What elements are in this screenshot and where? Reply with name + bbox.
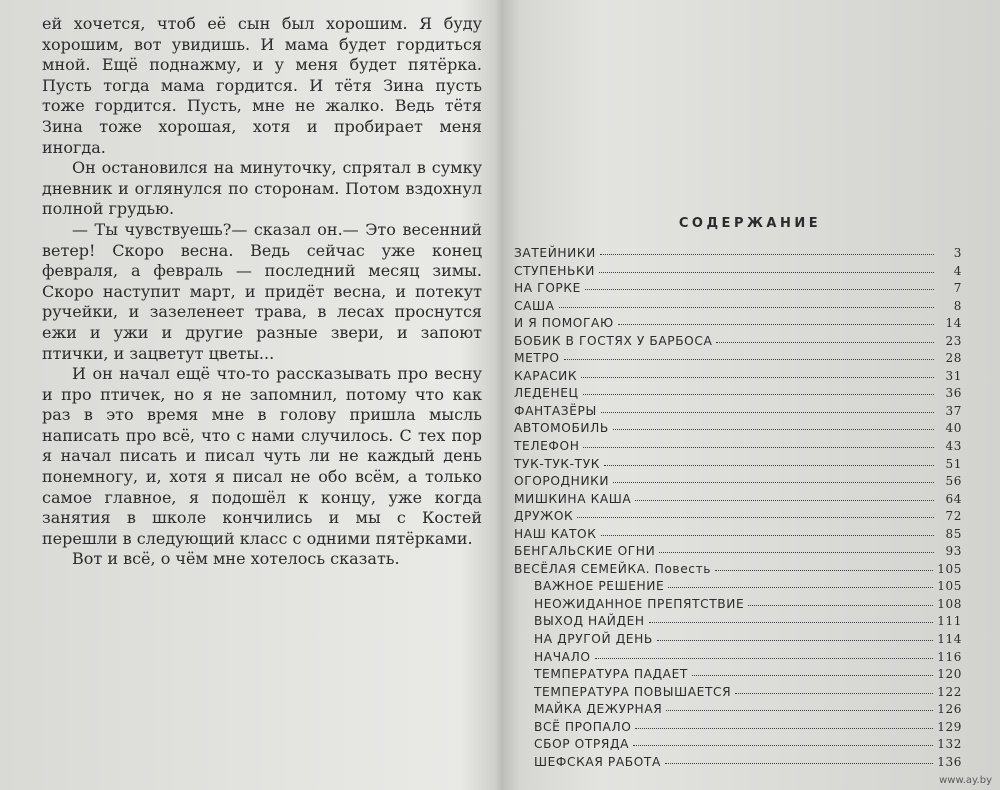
- toc-entry-title: НА ГОРКЕ: [514, 281, 581, 296]
- toc-entry: [514, 386, 962, 404]
- toc-entry-title: НА ДРУГОЙ ДЕНЬ: [534, 632, 653, 647]
- toc-leader-dots: [601, 535, 935, 536]
- toc-entry-page: 40: [945, 421, 962, 436]
- toc-entry-page: 72: [945, 509, 962, 524]
- toc-entry: [514, 685, 962, 703]
- toc-entry: [514, 702, 962, 720]
- watermark: www.ay.by: [939, 775, 992, 786]
- toc-entry-title: НАЧАЛО: [534, 649, 591, 664]
- toc-leader-dots: [618, 324, 934, 325]
- table-of-contents: [514, 246, 962, 772]
- toc-entry-page: 14: [945, 316, 962, 331]
- toc-entry-page: 85: [945, 526, 962, 541]
- toc-entry-title: НЕОЖИДАННОЕ ПРЕПЯТСТВИЕ: [534, 596, 745, 611]
- toc-leader-dots: [659, 552, 934, 553]
- toc-entry-page: 93: [945, 544, 962, 559]
- toc-entry: [514, 667, 962, 685]
- toc-leader-dots: [604, 465, 934, 466]
- toc-leader-dots: [665, 763, 933, 764]
- toc-entry: [514, 492, 962, 510]
- toc-leader-dots: [595, 658, 934, 659]
- toc-entry: [514, 421, 962, 439]
- toc-entry: [514, 720, 962, 738]
- toc-entry-page: 3: [953, 246, 962, 260]
- toc-entry: [514, 509, 962, 527]
- toc-leader-dots: [635, 500, 934, 501]
- toc-entry-page: 8: [953, 298, 962, 313]
- toc-leader-dots: [633, 745, 933, 746]
- toc-leader-dots: [581, 377, 934, 378]
- toc-leader-dots: [649, 622, 934, 623]
- toc-entry-title: НАШ КАТОК: [514, 526, 597, 541]
- toc-entry: [514, 474, 962, 492]
- toc-leader-dots: [583, 394, 934, 395]
- toc-entry-page: 136: [937, 754, 962, 769]
- toc-leader-dots: [613, 429, 934, 430]
- toc-entry-title: МИШКИНА КАША: [514, 491, 632, 506]
- toc-entry-title: ВЫХОД НАЙДЕН: [534, 614, 645, 629]
- toc-leader-dots: [613, 482, 934, 483]
- toc-entry-title: БОБИК В ГОСТЯХ У БАРБОСА: [514, 333, 713, 348]
- toc-entry-page: 36: [945, 386, 962, 401]
- toc-entry-title: ОГОРОДНИКИ: [514, 474, 610, 489]
- toc-leader-dots: [716, 342, 934, 343]
- toc-entry-page: 116: [937, 649, 962, 664]
- toc-leader-dots: [668, 587, 933, 588]
- story-paragraph: Он остановился на минуточку, спрятал в сумку дневник и оглянулся по сторонам. Потом вздохнул полной грудью.: [42, 158, 482, 219]
- toc-leader-dots: [577, 517, 934, 518]
- toc-leader-dots: [564, 359, 934, 360]
- toc-entry: [514, 457, 962, 475]
- toc-leader-dots: [635, 728, 933, 729]
- toc-entry-page: 28: [945, 351, 962, 366]
- toc-leader-dots: [599, 272, 934, 273]
- toc-entry-page: 51: [945, 456, 962, 471]
- toc-entry: [514, 299, 962, 317]
- toc-entry-title: И Я ПОМОГАЮ: [514, 316, 614, 331]
- story-paragraph: ей хочется, чтоб её сын был хорошим. Я буду хорошим, вот увидишь. И мама будет гордиться мной. Ещё поднажму, и у меня будет пятёрка. Пусть тогда мама гордится. И тётя Зина пусть тоже гордится. Пусть, мне не жалко. Ведь тётя Зина тоже хорошая, хотя и пробирает меня иногда.: [42, 14, 482, 157]
- toc-entry-title: САША: [514, 298, 555, 313]
- toc-entry-page: 108: [937, 596, 962, 611]
- toc-entry-title: ТЕЛЕФОН: [514, 439, 580, 454]
- toc-entry: [514, 439, 962, 457]
- toc-entry: [514, 351, 962, 369]
- toc-entry-page: 37: [945, 403, 962, 418]
- left-page: [0, 0, 495, 790]
- toc-entry-page: 56: [945, 474, 962, 489]
- toc-entry-title: БЕНГАЛЬСКИЕ ОГНИ: [514, 544, 656, 559]
- toc-entry: [514, 369, 962, 387]
- toc-entry-page: 105: [937, 579, 962, 594]
- story-paragraph: — Ты чувствуешь?— сказал он.— Это весенний ветер! Скоро весна. Ведь сейчас уже конец февраля, а февраль — последний месяц зимы. Скоро наступит март, и придёт весна, и потекут ручейки, и зазеленеет трава, в лесах проснутся ежи и ужи и другие разные звери, и запоют птички, и зацветут цветы...: [42, 219, 482, 363]
- toc-entry-page: 132: [937, 737, 962, 752]
- toc-entry-title: МЕТРО: [514, 351, 560, 366]
- toc-entry: [514, 316, 962, 334]
- toc-entry: [514, 281, 962, 299]
- toc-entry-page: 120: [937, 667, 962, 682]
- toc-leader-dots: [715, 570, 933, 571]
- toc-entry-page: 111: [937, 614, 962, 629]
- toc-leader-dots: [735, 693, 933, 694]
- toc-entry-title: СБОР ОТРЯДА: [534, 737, 630, 752]
- toc-entry: [514, 650, 962, 668]
- toc-entry-title: СТУПЕНЬКИ: [514, 263, 595, 278]
- toc-entry-title: КАРАСИК: [514, 368, 578, 383]
- toc-leader-dots: [600, 254, 934, 255]
- toc-entry-page: 4: [953, 263, 962, 278]
- toc-entry: [514, 755, 962, 773]
- toc-entry-title: ШЕФСКАЯ РАБОТА: [534, 754, 661, 769]
- toc-heading: СОДЕРЖАНИЕ: [678, 216, 822, 231]
- toc-entry: [514, 579, 962, 597]
- toc-entry-title: МАЙКА ДЕЖУРНАЯ: [534, 702, 663, 717]
- toc-leader-dots: [748, 605, 933, 606]
- toc-entry-page: 126: [937, 702, 962, 717]
- toc-entry-page: 122: [937, 684, 962, 699]
- toc-leader-dots: [583, 447, 934, 448]
- toc-entry-title: ТЕМПЕРАТУРА ПАДАЕТ: [534, 667, 688, 682]
- toc-entry: [514, 334, 962, 352]
- toc-entry-page: 43: [945, 439, 962, 454]
- toc-leader-dots: [559, 307, 934, 308]
- toc-entry: [514, 632, 962, 650]
- toc-entry-title: ЗАТЕЙНИКИ: [514, 246, 596, 260]
- toc-entry: [514, 246, 962, 264]
- story-text: [42, 14, 482, 570]
- toc-entry-title: ДРУЖОК: [514, 509, 574, 524]
- toc-entry-page: 31: [945, 368, 962, 383]
- toc-entry: [514, 527, 962, 545]
- toc-entry-title: ТУК-ТУК-ТУК: [514, 456, 600, 471]
- toc-entry-page: 129: [937, 719, 962, 734]
- toc-entry-title: ВЕСЁЛАЯ СЕМЕЙКА. Повесть: [514, 561, 712, 576]
- toc-entry: [514, 597, 962, 615]
- toc-entry-title: ФАНТАЗЁРЫ: [514, 403, 597, 418]
- toc-leader-dots: [657, 640, 933, 641]
- toc-leader-dots: [601, 412, 934, 413]
- toc-leader-dots: [692, 675, 933, 676]
- toc-entry: [514, 562, 962, 580]
- toc-entry-title: ЛЕДЕНЕЦ: [514, 386, 579, 401]
- toc-entry-page: 64: [945, 491, 962, 506]
- toc-entry-title: ВСЁ ПРОПАЛО: [534, 719, 632, 734]
- toc-entry-page: 7: [953, 281, 962, 296]
- toc-entry-title: АВТОМОБИЛЬ: [514, 421, 609, 436]
- toc-entry-page: 105: [937, 561, 962, 576]
- toc-leader-dots: [585, 289, 934, 290]
- story-paragraph: И он начал ещё что-то рассказывать про весну и про птичек, но я не запомнил, потому что как раз в это время мне в голову пришла мысль написать про всё, что с нами случилось. С тех пор я начал писать и писал чуть ли не каждый день понемногу, и, хотя я писал не обо всём, а только самое главное, я подошёл к концу, уже когда занятия в школе кончились и мы с Костей перешли в следующий класс с одними пятёрками.: [42, 364, 482, 548]
- toc-entry: [514, 264, 962, 282]
- toc-entry-title: ВАЖНОЕ РЕШЕНИЕ: [534, 579, 665, 594]
- toc-entry: [514, 404, 962, 422]
- toc-entry-page: 23: [945, 333, 962, 348]
- right-page: [500, 0, 1000, 790]
- toc-entry: [514, 614, 962, 632]
- toc-entry: [514, 737, 962, 755]
- toc-entry: [514, 544, 962, 562]
- toc-entry-page: 114: [937, 632, 962, 647]
- story-paragraph: Вот и всё, о чём мне хотелось сказать.: [72, 549, 400, 569]
- toc-entry-title: ТЕМПЕРАТУРА ПОВЫШАЕТСЯ: [534, 684, 732, 699]
- toc-leader-dots: [666, 710, 933, 711]
